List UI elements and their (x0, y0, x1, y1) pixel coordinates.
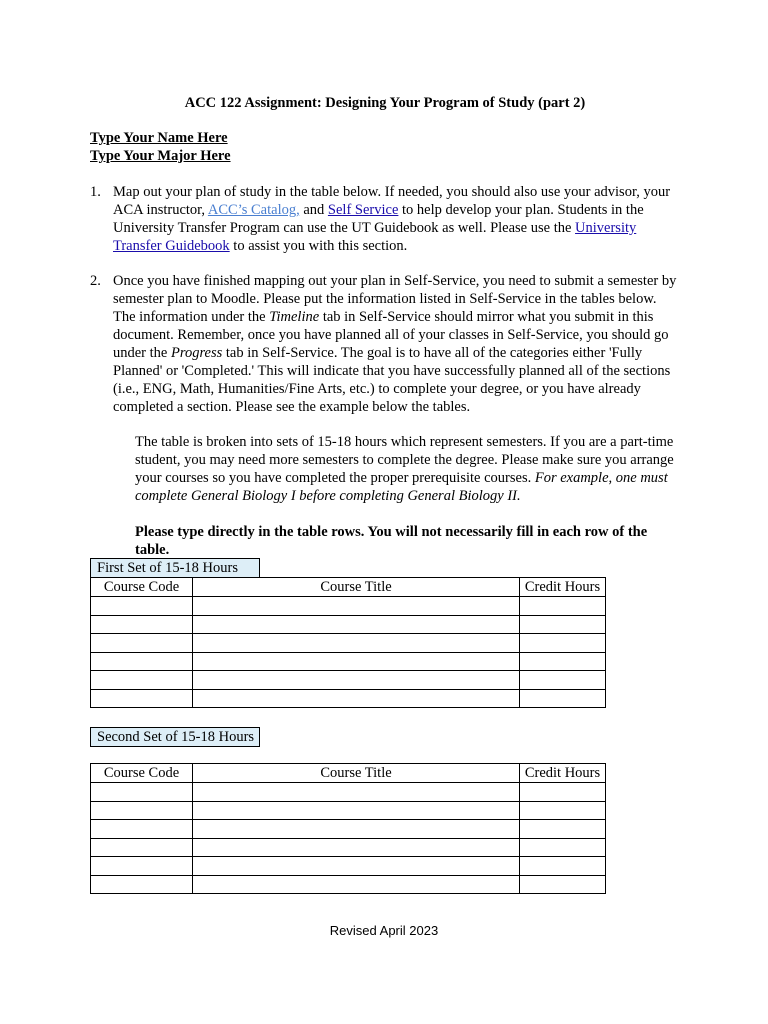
self-service-link[interactable]: Self Service (327, 202, 399, 218)
table-row (91, 671, 606, 690)
table-row (91, 801, 606, 820)
credit-hours-cell[interactable] (520, 615, 606, 634)
text-run: tab in Self-Service. The goal is to have all of the categories either 'Fully Planned' or 'Completed.' This will indicate that you have successfully planned all of the sections (i.e., ENG, Math, Humanities/Fine Arts, etc.) to complete your degree, or you have already completed a section. Please see the example below the tables. (113, 345, 671, 415)
credit-hours-cell[interactable] (520, 652, 606, 671)
list-item-body (113, 183, 680, 255)
course-code-cell[interactable] (91, 838, 193, 857)
course-code-cell[interactable] (91, 634, 193, 653)
major-field[interactable]: Type Your Major Here (90, 148, 231, 164)
header-credit-hours: Credit Hours (520, 764, 606, 783)
header-course-code: Course Code (91, 764, 193, 783)
course-code-cell[interactable] (91, 820, 193, 839)
emphasis-progress: Progress (170, 345, 223, 361)
transfer-guidebook-link[interactable]: University Transfer Guidebook (113, 220, 637, 254)
course-code-cell[interactable] (91, 689, 193, 708)
course-title-cell[interactable] (193, 597, 520, 616)
course-title-cell[interactable] (193, 652, 520, 671)
list-number: 2. (90, 273, 101, 289)
course-title-cell[interactable] (193, 689, 520, 708)
credit-hours-cell[interactable] (520, 857, 606, 876)
text-run: to assist you with this section. (229, 238, 408, 254)
table-row (91, 634, 606, 653)
credit-hours-cell[interactable] (520, 783, 606, 802)
header-course-code: Course Code (91, 578, 193, 597)
example-emphasis: For example, one must complete General Biology I before completing General Biology II. (135, 470, 668, 504)
credit-hours-cell[interactable] (520, 875, 606, 894)
table-row (91, 615, 606, 634)
course-code-cell[interactable] (91, 615, 193, 634)
header-credit-hours: Credit Hours (520, 578, 606, 597)
text-run: The table is broken into sets of 15-18 hours which represent semesters. If you are a part-time student, you may need more semesters to complete the degree. Please make sure you arrange your courses so you have completed the proper prerequisite courses. (135, 434, 674, 486)
credit-hours-cell[interactable] (520, 838, 606, 857)
course-title-cell[interactable] (193, 875, 520, 894)
course-title-cell[interactable] (193, 671, 520, 690)
acc-catalog-link[interactable]: ACC’s Catalog, (207, 202, 300, 218)
table-instruction: Please type directly in the table rows. You will not necessarily fill in each row of the table. (135, 524, 648, 558)
credit-hours-cell[interactable] (520, 671, 606, 690)
list-item-body (113, 272, 680, 416)
table-row (91, 875, 606, 894)
table-row (91, 652, 606, 671)
text-run: Once you have finished mapping out your plan in Self-Service, you need to submit a semester by semester plan to Moodle. Please put the information listed in Self-Service in the tables below. The information under the (113, 273, 677, 325)
credit-hours-cell[interactable] (520, 801, 606, 820)
course-title-cell[interactable] (193, 838, 520, 857)
list-item-2 (90, 272, 680, 416)
table-row (91, 783, 606, 802)
document-title: ACC 122 Assignment: Designing Your Program of Study (part 2) (184, 95, 586, 111)
course-title-cell[interactable] (193, 801, 520, 820)
set-label-second: Second Set of 15-18 Hours (90, 727, 260, 747)
revision-footer: Revised April 2023 (329, 923, 439, 938)
list-item-1 (90, 183, 680, 255)
course-title-cell[interactable] (193, 783, 520, 802)
course-title-cell[interactable] (193, 615, 520, 634)
table-row (91, 838, 606, 857)
course-table-second (90, 763, 606, 894)
course-code-cell[interactable] (91, 875, 193, 894)
course-code-cell[interactable] (91, 783, 193, 802)
table-row (91, 689, 606, 708)
table-row (91, 820, 606, 839)
table-row (91, 857, 606, 876)
course-code-cell[interactable] (91, 671, 193, 690)
name-field[interactable]: Type Your Name Here (90, 130, 228, 146)
text-run: to help develop your plan. Students in the University Transfer Program can use the UT Guidebook as well. Please use the (113, 202, 644, 236)
course-title-cell[interactable] (193, 857, 520, 876)
course-table-first (90, 577, 606, 708)
text-run: Map out your plan of study in the table below. If needed, you should also use your advisor, your ACA instructor, (113, 184, 671, 218)
emphasis-timeline: Timeline (269, 309, 320, 325)
set-label-first: First Set of 15-18 Hours (90, 558, 260, 578)
course-title-cell[interactable] (193, 820, 520, 839)
course-code-cell[interactable] (91, 801, 193, 820)
credit-hours-cell[interactable] (520, 820, 606, 839)
credit-hours-cell[interactable] (520, 597, 606, 616)
course-code-cell[interactable] (91, 857, 193, 876)
course-title-cell[interactable] (193, 634, 520, 653)
list-number: 1. (90, 184, 101, 200)
header-course-title: Course Title (193, 764, 520, 783)
course-code-cell[interactable] (91, 652, 193, 671)
credit-hours-cell[interactable] (520, 689, 606, 708)
header-course-title: Course Title (193, 578, 520, 597)
course-code-cell[interactable] (91, 597, 193, 616)
semester-note (135, 433, 680, 505)
table-row (91, 597, 606, 616)
credit-hours-cell[interactable] (520, 634, 606, 653)
text-run: tab in Self-Service should mirror what you submit in this document. Remember, once you have planned all of your classes in Self-Service, you should go under the (113, 309, 669, 361)
text-run: and (299, 202, 328, 218)
